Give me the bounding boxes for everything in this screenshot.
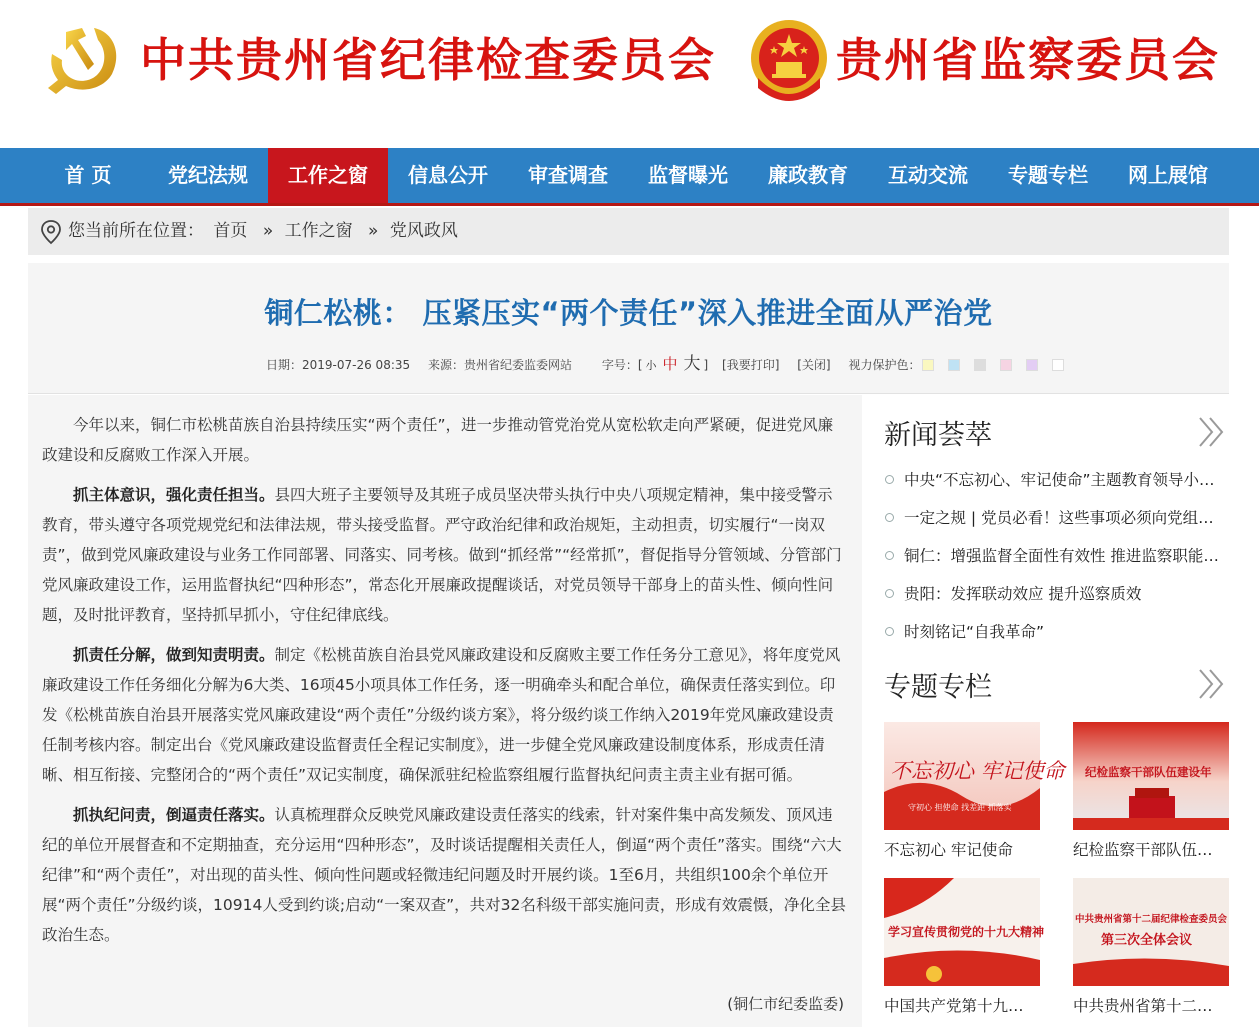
breadcrumb-current[interactable]: 党风政风 bbox=[389, 221, 458, 241]
nav-item[interactable]: 互动交流 bbox=[888, 163, 968, 187]
breadcrumb-sep: » bbox=[368, 221, 379, 241]
topic-banner-text: 学习宣传贯彻党的十九大精神 bbox=[888, 925, 1045, 939]
topic-image[interactable] bbox=[884, 878, 1045, 986]
party-emblem-icon bbox=[42, 24, 124, 96]
topic-banner-text: 纪检监察干部队伍建设年 bbox=[1085, 765, 1212, 779]
paragraph-text: 认真梳理群众反映党风廉政建设责任落实的线索，针对案件集中高发频发、顶风违纪的单位开展督查和不定期抽查，充分运用“四种形态”，及时谈话提醒相关责任人，倒逼“两个责任”落实。围绕“六大纪律”和“两个责任”，对出现的苗头性、倾向性问题或轻微违纪问题及时开展约谈。1至6月，共组织100余个单位开展“两个责任”分级约谈，10914人受到约谈;启动“一案双查”，共对32名科级干部实施问责，形成有效震慑，净化全县政治生态。 bbox=[42, 806, 846, 944]
breadcrumb-prefix: 您当前所在位置： bbox=[68, 221, 204, 241]
font-size-close: ] bbox=[703, 358, 709, 372]
eye-color-swatch[interactable] bbox=[1052, 359, 1064, 371]
news-item[interactable]: 铜仁：增强监督全面性有效性 推进监察职能… bbox=[884, 542, 1229, 580]
font-small-button[interactable]: 小 bbox=[645, 359, 657, 372]
paragraph-text: 制定《松桃苗族自治县党风廉政建设和反腐败主要工作任务分工意见》，将年度党风廉政建设工作任务细化分解为6大类、16项45小项具体工作任务，逐一明确牵头和配合单位，确保责任落实到位。印发《松桃苗族自治县开展落实党风廉政建设“两个责任”分级约谈方案》，将分级约谈工作纳入2019年党风廉政建设责任制考核内容。制定出台《党风廉政建设监督责任全程记实制度》，进一步健全党风廉政建设制度体系，形成责任清晰、相互衔接、完整闭合的“两个责任”双记实制度，确保派驻纪检监察组履行监督执纪问责主责主业有据可循。 bbox=[42, 646, 841, 784]
eye-color-swatch[interactable] bbox=[974, 359, 986, 371]
font-size-control bbox=[601, 354, 709, 374]
article-paragraph bbox=[42, 640, 847, 790]
main-nav bbox=[0, 148, 1259, 206]
nav-item[interactable]: 工作之窗 bbox=[268, 148, 388, 203]
article-body bbox=[42, 410, 847, 960]
topic-card[interactable] bbox=[884, 722, 1065, 860]
article-content bbox=[28, 395, 862, 1027]
topic-card[interactable] bbox=[1073, 722, 1229, 860]
more-chevron-icon[interactable] bbox=[1196, 415, 1226, 449]
paragraph-text: 县四大班子主要领导及其班子成员坚决带头执行中央八项规定精神，集中接受警示教育，带头遵守各项党规党纪和法律法规，带头接受监督。严守政治纪律和政治规矩，主动担责，切实履行“一岗双责”，做到党风廉政建设与业务工作同部署、同落实、同考核。做到“抓经常”“经常抓”，督促指导分管领域、分管部门党风廉政建设工作，运用监督执纪“四种形态”，常态化开展廉政提醒谈话，对党员领导干部身上的苗头性、倾向性问题，及时批评教育，坚持抓早抓小，守住纪律底线。 bbox=[42, 486, 842, 624]
topic-caption[interactable]: 中国共产党第十九… bbox=[884, 997, 1024, 1015]
topic-caption[interactable]: 不忘初心 牢记使命 bbox=[884, 841, 1013, 859]
article-paragraph bbox=[42, 480, 847, 630]
topic-sub-text: 第三次全体会议 bbox=[1101, 933, 1193, 948]
article-paragraph bbox=[42, 800, 847, 950]
article-source: 来源：贵州省纪委监委网站 bbox=[427, 358, 572, 372]
nav-item[interactable]: 党纪法规 bbox=[168, 163, 248, 187]
topic-image[interactable] bbox=[884, 722, 1065, 830]
print-link[interactable]: [我要打印] bbox=[722, 358, 780, 372]
news-section-title: 新闻荟萃 bbox=[884, 420, 992, 451]
news-item[interactable]: 贵阳：发挥联动效应 提升巡察质效 bbox=[884, 580, 1229, 618]
breadcrumb-home[interactable]: 首页 bbox=[213, 221, 248, 241]
sidebar bbox=[862, 395, 1229, 1027]
paragraph-lead: 抓责任分解，做到知责明责。 bbox=[73, 646, 275, 664]
news-list bbox=[884, 466, 1229, 656]
site-title-party: 中共贵州省纪律检查委员会 bbox=[140, 33, 716, 87]
topic-image[interactable] bbox=[1073, 878, 1229, 986]
site-header bbox=[0, 0, 1259, 148]
font-big-button[interactable]: 大 bbox=[683, 354, 701, 374]
eye-color-swatch[interactable] bbox=[922, 359, 934, 371]
eye-color-swatch[interactable] bbox=[1000, 359, 1012, 371]
article-title: 铜仁松桃： 压紧压实“两个责任”深入推进全面从严治党 bbox=[264, 296, 993, 330]
nav-item[interactable]: 网上展馆 bbox=[1128, 163, 1208, 187]
article-paragraph bbox=[42, 410, 847, 470]
news-item[interactable]: 中央“不忘初心、牢记使命”主题教育领导小… bbox=[884, 466, 1229, 504]
article-header bbox=[28, 263, 1229, 394]
eye-color-swatch[interactable] bbox=[1026, 359, 1038, 371]
news-item[interactable]: 一定之规 | 党员必看！这些事项必须向党组… bbox=[884, 504, 1229, 542]
nav-item[interactable]: 监督曝光 bbox=[648, 163, 728, 187]
nav-item[interactable]: 信息公开 bbox=[408, 163, 488, 187]
topic-sub-text: 守初心 担使命 找差距 抓落实 bbox=[908, 803, 1012, 812]
site-title-state: 贵州省监察委员会 bbox=[836, 33, 1220, 87]
news-item[interactable]: 时刻铭记“自我革命” bbox=[884, 618, 1229, 656]
nav-item[interactable]: 审查调查 bbox=[528, 163, 608, 187]
national-emblem-icon bbox=[748, 18, 830, 102]
topic-banner-text: 不忘初心 牢记使命 bbox=[890, 759, 1065, 783]
nav-item[interactable]: 廉政教育 bbox=[768, 163, 848, 187]
font-mid-button[interactable]: 中 bbox=[662, 355, 678, 373]
eye-protect-label: 视力保护色： bbox=[848, 358, 921, 372]
breadcrumb bbox=[28, 208, 1229, 255]
article-byline: (铜仁市纪委监委) bbox=[727, 995, 844, 1013]
topic-card[interactable] bbox=[884, 878, 1045, 1016]
eye-color-swatch[interactable] bbox=[948, 359, 960, 371]
more-chevron-icon[interactable] bbox=[1196, 667, 1226, 701]
topic-image[interactable] bbox=[1073, 722, 1229, 830]
breadcrumb-sep: » bbox=[262, 221, 274, 241]
article-meta bbox=[266, 349, 1078, 374]
nav-item[interactable]: 专题专栏 bbox=[1008, 163, 1088, 187]
topic-caption[interactable]: 纪检监察干部队伍… bbox=[1073, 841, 1213, 859]
topics-section-title: 专题专栏 bbox=[884, 672, 992, 703]
location-pin-icon bbox=[40, 220, 62, 244]
article-date: 日期：2019-07-26 08:35 bbox=[266, 358, 411, 372]
nav-item[interactable]: 首 页 bbox=[64, 163, 112, 187]
paragraph-text: 今年以来，铜仁市松桃苗族自治县持续压实“两个责任”，进一步推动管党治党从宽松软走向严紧硬，促进党风廉政建设和反腐败工作深入开展。 bbox=[42, 416, 834, 464]
font-size-label: 字号：[ bbox=[601, 358, 643, 372]
paragraph-lead: 抓主体意识，强化责任担当。 bbox=[73, 486, 275, 504]
breadcrumb-work[interactable]: 工作之窗 bbox=[284, 221, 353, 241]
nav-list bbox=[28, 148, 1228, 203]
close-link[interactable]: [关闭] bbox=[797, 358, 831, 372]
topic-caption[interactable]: 中共贵州省第十二… bbox=[1073, 997, 1213, 1015]
topic-banner-text: 中共贵州省第十二届纪律检查委员会 bbox=[1075, 914, 1228, 925]
paragraph-lead: 抓执纪问责，倒逼责任落实。 bbox=[73, 806, 275, 824]
topic-card[interactable] bbox=[1073, 878, 1229, 1016]
eye-color-swatches bbox=[922, 358, 1078, 372]
